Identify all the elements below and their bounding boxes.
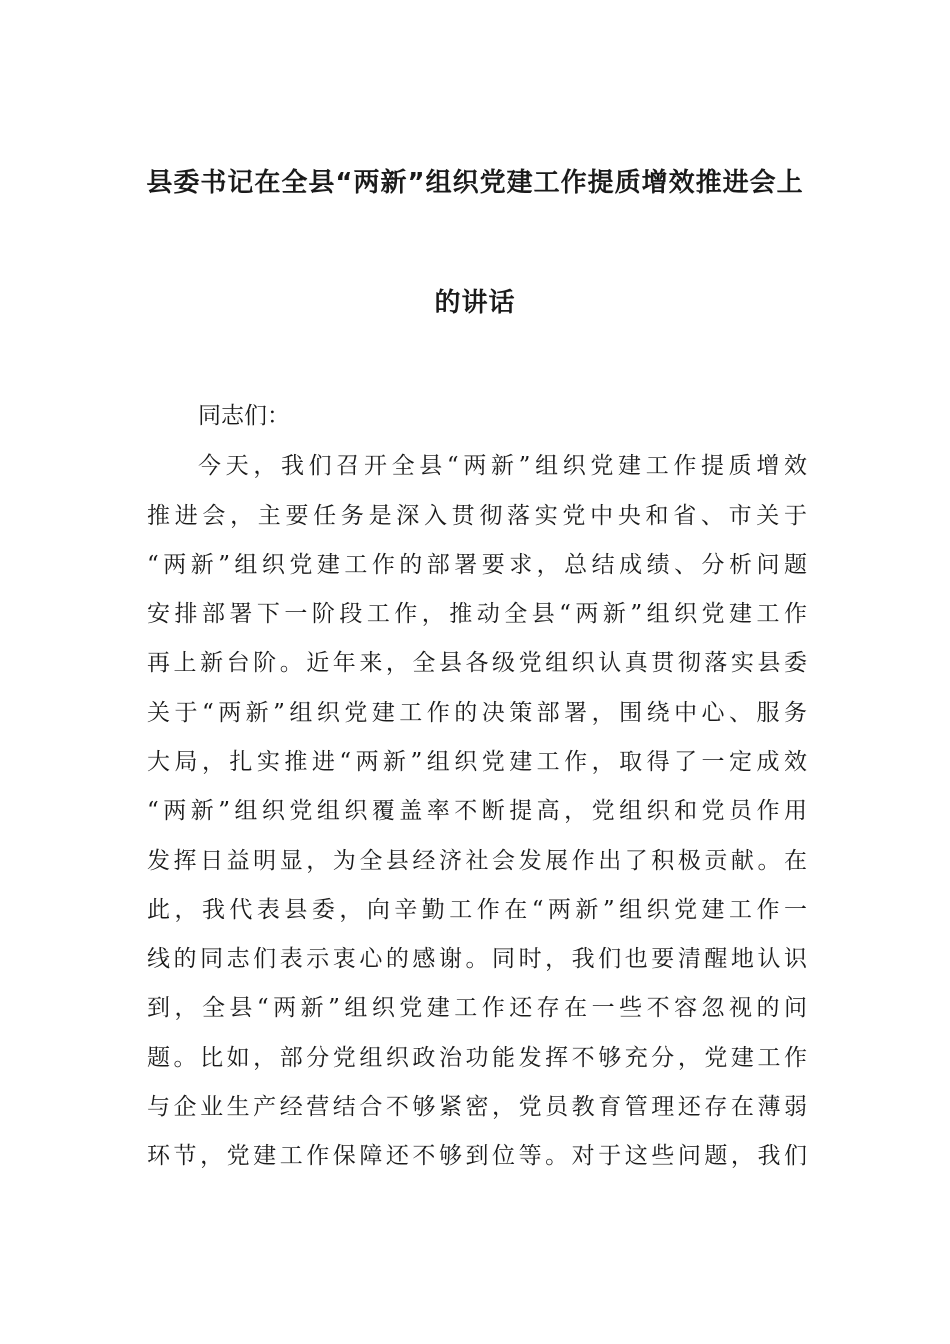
body-line: 今天，我们召开全县“两新”组织党建工作提质增效 [198, 453, 807, 479]
body-line: 此，我代表县委，向辛勤工作在“两新”组织党建工作一 [147, 897, 807, 923]
body-line: 发挥日益明显，为全县经济社会发展作出了积极贡献。在 [147, 848, 807, 874]
body-line: 大局，扎实推进“两新”组织党建工作，取得了一定成效 [147, 749, 807, 775]
body-line: “两新”组织党组织覆盖率不断提高，党组织和党员作用 [147, 798, 807, 824]
body-line: 安排部署下一阶段工作，推动全县“两新”组织党建工作 [147, 601, 807, 627]
body-line: 环节，党建工作保障还不够到位等。对于这些问题，我们 [147, 1143, 807, 1169]
body-line: 再上新台阶。近年来，全县各级党组织认真贯彻落实县委 [147, 650, 807, 676]
body-line: 线的同志们表示衷心的感谢。同时，我们也要清醒地认识 [147, 946, 807, 972]
body-line: 关于“两新”组织党建工作的决策部署，围绕中心、服务 [147, 700, 807, 726]
body-line: 到，全县“两新”组织党建工作还存在一些不容忽视的问 [147, 995, 807, 1021]
body-line: 推进会，主要任务是深入贯彻落实党中央和省、市关于 [147, 503, 807, 529]
body-line: 与企业生产经营结合不够紧密，党员教育管理还存在薄弱 [147, 1094, 807, 1120]
document-title-line-2: 的讲话 [434, 288, 516, 318]
body-line: “两新”组织党建工作的部署要求，总结成绩、分析问题 [147, 552, 807, 578]
document-title-line-1: 县委书记在全县“两新”组织党建工作提质增效推进会上 [146, 168, 804, 198]
salutation: 同志们： [198, 403, 290, 429]
body-line: 题。比如，部分党组织政治功能发挥不够充分，党建工作 [147, 1045, 807, 1071]
